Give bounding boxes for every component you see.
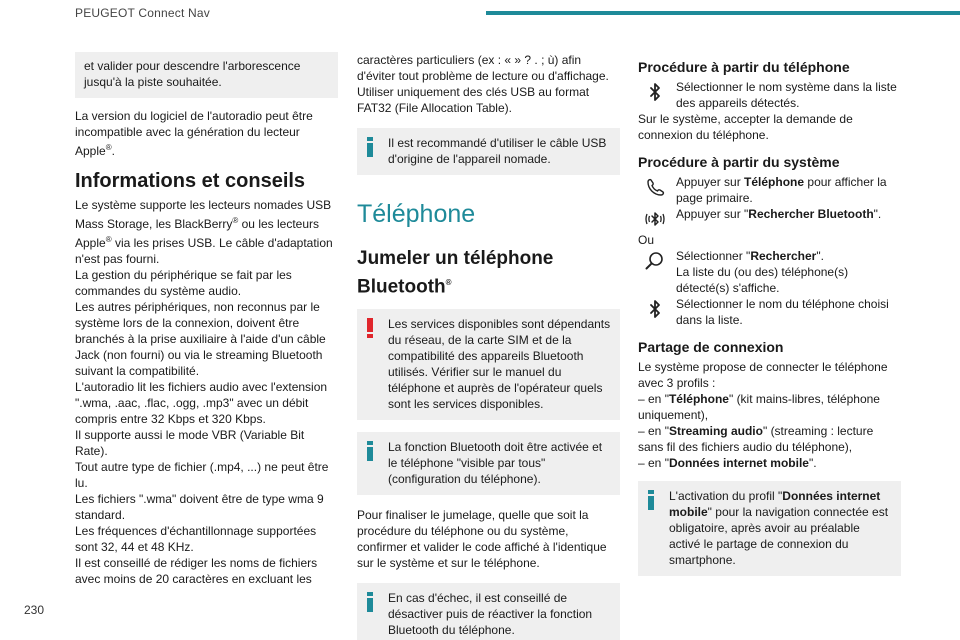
- paragraph-vbr: Il supporte aussi le mode VBR (Variable Bit Rate).: [75, 428, 305, 458]
- step-search-bluetooth: Appuyer sur "Rechercher Bluetooth".: [638, 206, 901, 232]
- paragraph-filenames: Il est conseillé de rédiger les noms de fichiers avec moins de 20 caractères en excluant les: [75, 556, 318, 586]
- paragraph-other-devices: Les autres périphériques, non reconnus par le système lors de la connexion, doivent être branchés à la prise auxiliaire à l'aide d'un câble Jack (non fourni) ou via le streaming Bluetooth suivant la compatibilité.: [75, 300, 326, 378]
- info-box-failure: En cas d'échec, il est conseillé de désactiver puis de réactiver la fonction Bluetooth du téléphone.: [357, 583, 620, 640]
- warning-icon: [367, 318, 373, 338]
- info-box-mobile-data: L'activation du profil "Données internet mobile" pour la navigation connectée est obligatoire, après avoir au préalable activé le partage de connexion du smartphone.: [638, 481, 901, 576]
- document-header-title: PEUGEOT Connect Nav: [75, 6, 210, 20]
- info-box-usb-cable: Il est recommandé d'utiliser le câble USB d'origine de l'appareil nomade.: [357, 128, 620, 175]
- step-press-telephone: Appuyer sur Téléphone pour afficher la page primaire.: [638, 174, 901, 206]
- paragraph-accept-request: Sur le système, accepter la demande de connexion du téléphone.: [638, 112, 853, 142]
- heading-informations-conseils: Informations et conseils: [75, 170, 306, 192]
- paragraph-device-management: La gestion du périphérique se fait par les commandes du système audio.: [75, 268, 292, 298]
- column-middle: [357, 52, 620, 640]
- list-item-profile-streaming: – en "Streaming audio" (streaming : lecture sans fil des fichiers audio du téléphone),: [638, 424, 874, 454]
- paragraph-fat32: Utiliser uniquement des clés USB au format FAT32 (File Allocation Table).: [357, 85, 590, 115]
- heading-connection-sharing: Partage de connexion: [638, 339, 784, 355]
- list-item-profile-telephone: – en "Téléphone" (kit mains-libres, téléphone uniquement),: [638, 392, 880, 422]
- paragraph-unsupported-types: Tout autre type de fichier (.mp4, ...) ne peut être lu.: [75, 460, 329, 490]
- chapter-title-telephone: Téléphone: [357, 200, 476, 228]
- paragraph-wma: Les fichiers ".wma" doivent être de type wma 9 standard.: [75, 492, 324, 522]
- list-item-profile-data: – en "Données internet mobile".: [638, 456, 817, 470]
- column-right: [638, 58, 901, 576]
- step-phone-select: Sélectionner le nom système dans la liste des appareils détectés.: [638, 79, 901, 111]
- info-icon: [648, 490, 654, 510]
- bluetooth-icon: [642, 297, 668, 323]
- step-select-phone: Sélectionner le nom du téléphone choisi dans la liste.: [638, 296, 901, 328]
- text-ou: Ou: [638, 233, 655, 247]
- paragraph-supported-players: Le système supporte les lecteurs nomades USB Mass Storage, les BlackBerry® ou les lecteurs Apple® via les prises USB. Le câble d'adaptation n'est pas fourni.: [75, 198, 333, 266]
- page-number: 230: [24, 603, 45, 617]
- paragraph-audio-formats: L'autoradio lit les fichiers audio avec l'extension ".wma, .aac, .flac, .ogg, .mp3" avec un débit compris entre 32 Kbps et 320 Kbps.: [75, 380, 328, 426]
- paragraph-software-version: La version du logiciel de l'autoradio peut être incompatible avec la génération du lecteur Apple®.: [75, 109, 313, 158]
- heading-procedure-system: Procédure à partir du système: [638, 154, 840, 170]
- paragraph-finalize-pairing: Pour finaliser le jumelage, quelle que soit la procédure du téléphone ou du système, confirmer et valider le code affiché à l'identique sur le système et sur le téléphone.: [357, 508, 607, 571]
- header-accent-bar: [486, 11, 960, 15]
- bluetooth-search-icon: [642, 207, 668, 233]
- warning-box-services: Les services disponibles sont dépendants du réseau, de la carte SIM et de la compatibilité des appareils Bluetooth utilisés. Vérifier sur le manuel du téléphone et auprès de l'opérateur quels sont les services disponibles.: [357, 309, 620, 420]
- paragraph-profiles-intro: Le système propose de connecter le téléphone avec 3 profils :: [638, 360, 888, 390]
- step-search: Sélectionner "Rechercher". La liste du (ou des) téléphone(s) détecté(s) s'affiche.: [638, 248, 901, 296]
- paragraph-sampling: Les fréquences d'échantillonnage supportées sont 32, 44 et 48 KHz.: [75, 524, 317, 554]
- bluetooth-icon: [642, 80, 668, 106]
- heading-pair-bluetooth: Jumeler un téléphone Bluetooth®: [357, 248, 554, 298]
- paragraph-special-chars: caractères particuliers (ex : « » ? . ; ù) afin d'éviter tout problème de lecture ou d'affichage.: [357, 53, 609, 83]
- note-box-tree: [75, 52, 338, 98]
- note-text: et valider pour descendre l'arborescence jusqu'à la piste souhaitée.: [84, 59, 301, 89]
- heading-procedure-phone: Procédure à partir du téléphone: [638, 59, 850, 75]
- search-icon: [642, 249, 668, 275]
- info-icon: [367, 592, 373, 612]
- info-icon: [367, 137, 373, 157]
- column-left: [75, 52, 338, 587]
- info-box-bluetooth-visible: La fonction Bluetooth doit être activée et le téléphone "visible par tous" (configuration du téléphone).: [357, 432, 620, 495]
- info-icon: [367, 441, 373, 461]
- phone-handset-icon: [642, 175, 668, 201]
